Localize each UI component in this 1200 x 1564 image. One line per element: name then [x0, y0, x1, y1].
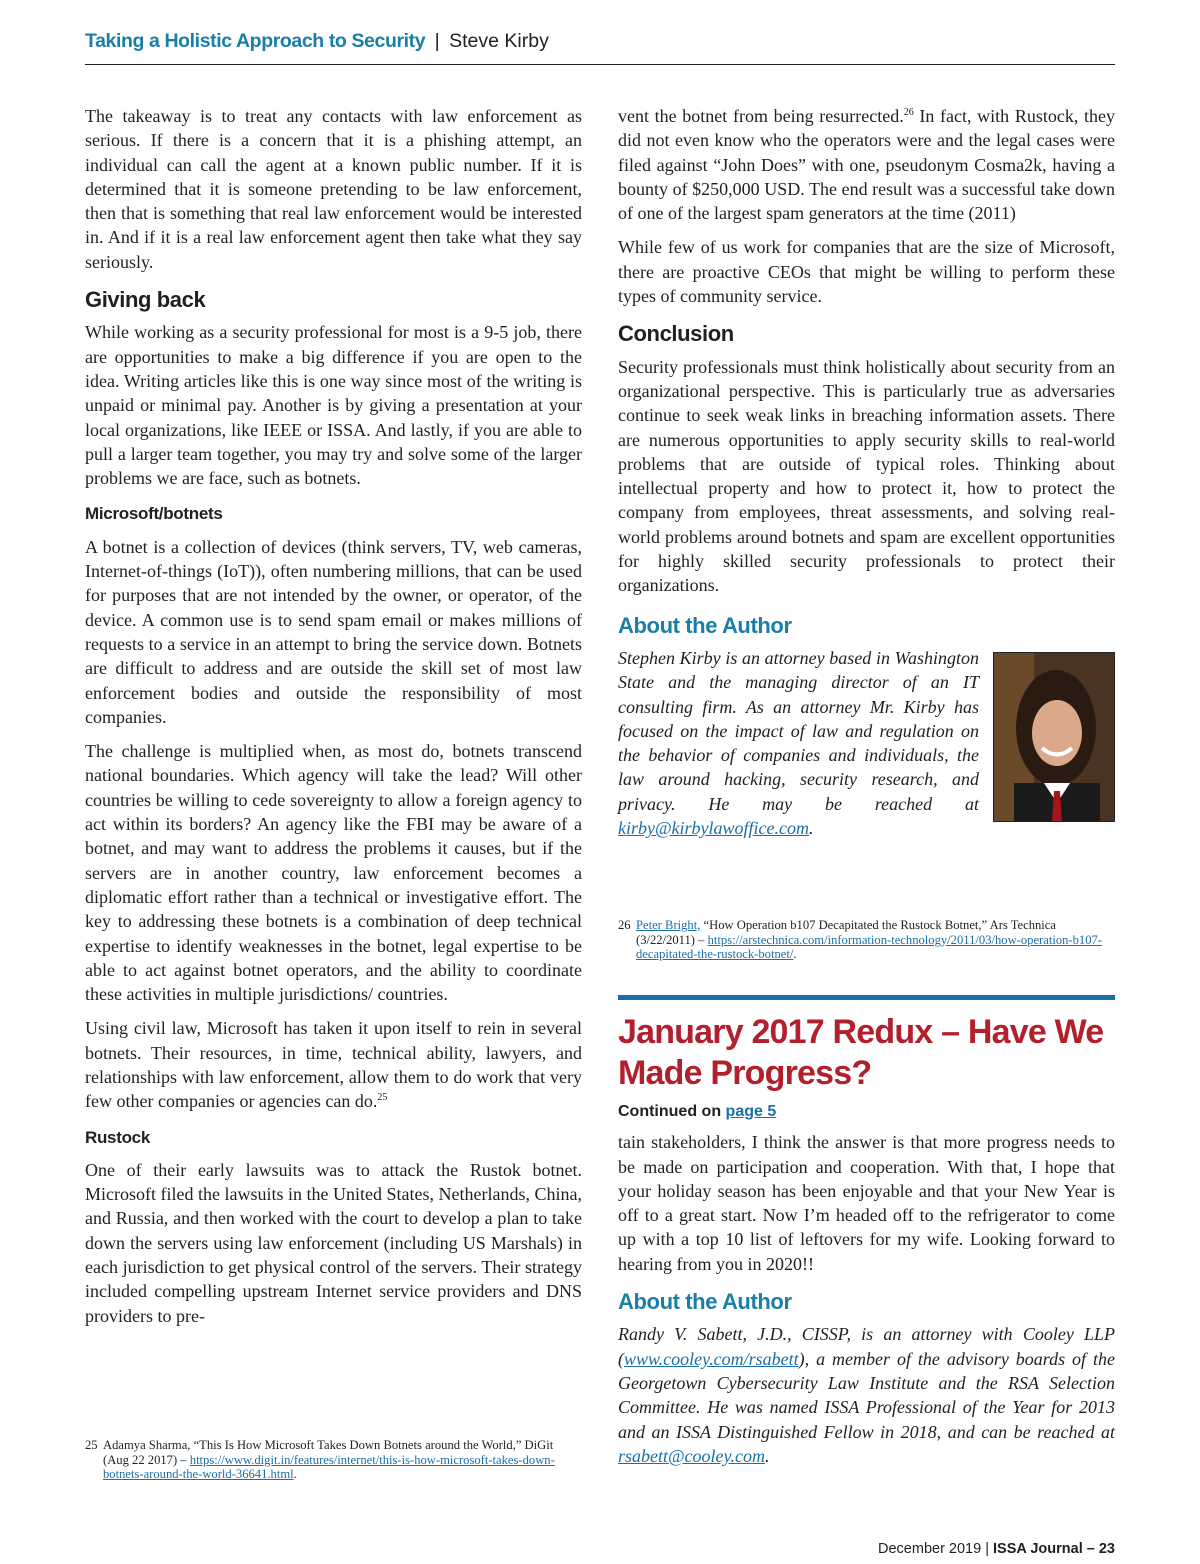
footnote-26-body [636, 918, 1115, 962]
paragraph-giving-back: While working as a security professional for most is a 9-5 job, there are opportunities to make a big difference if you are open to the idea. Writing articles like this is one way since most of the writing is unpaid or minimal pay. Another is by giving a presentation at your local organizations, like IEEE or ISSA. And lastly, if you are able to pull a larger team together, you may try and solve some of the larger problems we are face, such as botnets. [85, 322, 582, 489]
heading-giving-back: Giving back [85, 287, 206, 313]
page-footer [878, 1541, 1115, 1557]
paragraph-botnet-challenge: The challenge is multiplied when, as most do, botnets transcend national boundaries. Which agency will take the lead? Will other countries be willing to cede sovereignty to allow a foreign agency to act within its borders? An agency like the FBI may be aware of a botnet, and may want to address the problems it causes, but if the servers are in another country, law enforcement becomes a diplomatic effort rather than a technical or investigative effort. The key to addressing these botnets is a combination of deep technical expertise to identify weaknesses in the botnet, legal expertise to be able to act against botnet operators, and the ability to coordinate these activities in multiple jurisdictions/ countries. [85, 741, 582, 1005]
footnote-26-text: “How Operation b107 Decapitated the Rustock Botnet,” Ars Technica (3/22/2011) – [636, 918, 1056, 947]
header-separator: | [434, 30, 440, 52]
series-title: Taking a Holistic Approach to Security [85, 30, 426, 52]
paragraph-conclusion: Security professionals must think holistically about security from an organizational perspective. This is particularly true as adversaries continue to seek weak links in breaching information assets. There are numerous opportunities to apply security skills to real-world problems that are outside of typical roles. Thinking about intellectual property and how to protect it, how to protect the company from employees, threat assessments, and solving real-world problems around botnets and spam are excellent opportunities for highly skilled security professionals to protect their organizations. [618, 356, 1115, 596]
author-photo-kirby [993, 652, 1115, 822]
heading-rustock: Rustock [85, 1127, 150, 1147]
footnote-26-link[interactable]: https://arstechnica.com/information-technology/2011/03/how-operation-b107-decapitated-the-rustock-botnet/ [636, 932, 1103, 961]
footer-separator: | [985, 1541, 989, 1557]
footnote-26-number: 26 [618, 918, 631, 932]
left-column [85, 104, 582, 1338]
heading-about-author-kirby: About the Author [618, 612, 792, 638]
footnote-26-end: . [793, 947, 797, 961]
paragraph-redux: tain stakeholders, I think the answer is that more progress needs to be made on participation and cooperation. With that, I hope that your holiday season has been enjoyable and that your New Year is off to a great start. Now I’m headed off to the refrigerator to come up with a top 10 list of leftovers for my wife. Looking forward to hearing from you in 2020!! [618, 1132, 1115, 1274]
portrait-icon [994, 653, 1114, 821]
bio-sabett-paragraph [618, 1322, 1115, 1468]
paragraph-rustock: One of their early lawsuits was to attack the Rustok botnet. Microsoft filed the lawsuits in the United States, Netherlands, China, and Russia, and then worked with the court to develop a plan to take down the servers using law enforcement (including US Marshals) in each jurisdiction to get physical control of the servers. Their strategy included compelling upstream Internet service providers and DNS providers to pre- [85, 1159, 582, 1326]
bio-sabett-end: . [765, 1445, 770, 1466]
paragraph-civil-law [85, 1016, 582, 1113]
paragraph-botnet-definition: A botnet is a collection of devices (think servers, TV, web cameras, Internet-of-things (IoT)), often numbering millions, that can be used for purposes that are not intended by the owner, or operator, of the device. A common use is to send spam email or makes millions of requests to a service in an attempt to bring the service down. Botnets are difficult to address and are outside the skill set of most law enforcement bodies and outside the responsibility of most companies. [85, 536, 582, 727]
redux-section [618, 1012, 1115, 1478]
email-link-sabett[interactable]: rsabett@cooley.com [618, 1445, 766, 1466]
bio-sabett-text-a: Randy V. Sabett, J.D., CISSP, is an attorney with Cooley LLP ( [618, 1324, 1115, 1369]
paragraph-intro: The takeaway is to treat any contacts with law enforcement as serious. If there is a concern that it is a phishing attempt, an individual can call the agent at a known public number. If it is determined that it is someone pretending to be law enforcement, then that is something that real law enforcement would be interested in. And if it is a real law enforcement agent then take what they say seriously. [85, 106, 582, 272]
section-divider [618, 995, 1115, 1000]
footer-date: December 2019 [878, 1541, 982, 1557]
footnote-25 [85, 1438, 582, 1482]
paragraph-rustock-continued [618, 104, 1115, 225]
email-link-kirby[interactable]: kirby@kirbylawoffice.com [618, 818, 810, 839]
footnote-26-author-link[interactable]: Peter Bright, [636, 918, 701, 932]
paragraph-few-companies: While few of us work for companies that are the size of Microsoft, there are proactive CEOs that might be willing to perform these types of community service. [618, 237, 1115, 307]
footnote-26 [618, 918, 1115, 962]
continued-page-link[interactable]: page 5 [725, 1103, 777, 1120]
redux-title: January 2017 Redux – Have We Made Progress? [618, 1013, 1104, 1092]
footnote-ref-25[interactable]: 25 [377, 1092, 388, 1104]
running-header [85, 30, 1115, 65]
continued-on [618, 1100, 1115, 1124]
footnote-25-link[interactable]: https://www.digit.in/features/internet/this-is-how-microsoft-takes-down-botnets-around-the-world-36641.html [103, 1452, 555, 1481]
heading-microsoft-botnets: Microsoft/botnets [85, 504, 223, 524]
right-column [618, 104, 1115, 840]
header-author: Steve Kirby [449, 30, 549, 52]
footnote-25-number: 25 [85, 1438, 98, 1452]
footnote-25-text: Adamya Sharma, “This Is How Microsoft Takes Down Botnets around the World,” DiGit (Aug 22 2017) – [103, 1438, 554, 1467]
heading-conclusion: Conclusion [618, 321, 734, 347]
footnote-ref-26[interactable]: 26 [903, 107, 914, 118]
url-link-sabett[interactable]: www.cooley.com/rsabett [624, 1348, 799, 1369]
footer-journal: ISSA Journal – 23 [993, 1541, 1115, 1557]
rustock-continued-text-a: vent the botnet from being resurrected. [618, 106, 904, 126]
footnote-25-end: . [293, 1467, 297, 1481]
rustock-continued-text-b: In fact, with Rustock, they did not even know who the operators were and the legal cases were filed against “John Does” with one, pseudonym Cosma2k, having a bounty of $250,000 USD. The end result was a successful take down of one of the largest spam generators at the time (2011) [618, 106, 1115, 224]
bio-sabett-text-b: ), a member of the advisory boards of the Georgetown Cybersecurity Law Institute and the RSA Selection Committee. He was named ISSA Professional of the Year for 2013 and an ISSA Distinguished Fellow in 2018, and can be reached at [618, 1348, 1115, 1442]
continued-label: Continued on [618, 1103, 722, 1120]
footnote-25-body [103, 1438, 582, 1482]
bio-kirby-end: . [809, 818, 814, 839]
civil-law-text: Using civil law, Microsoft has taken it upon itself to rein in several botnets. Their resources, in time, technical ability, lawyers, and relationships with law enforcement, allow them to do work that very few other companies or agencies can do. [85, 1018, 582, 1112]
author-bio-kirby [618, 646, 1115, 840]
heading-about-author-sabett: About the Author [618, 1289, 792, 1315]
bio-kirby-text: Stephen Kirby is an attorney based in Washington State and the managing director of an IT consulting firm. As an attorney Mr. Kirby has focused on the impact of law and regulation on the behavior of companies and individuals, the law around hacking, security research, and privacy. He may be reached at [618, 647, 979, 814]
